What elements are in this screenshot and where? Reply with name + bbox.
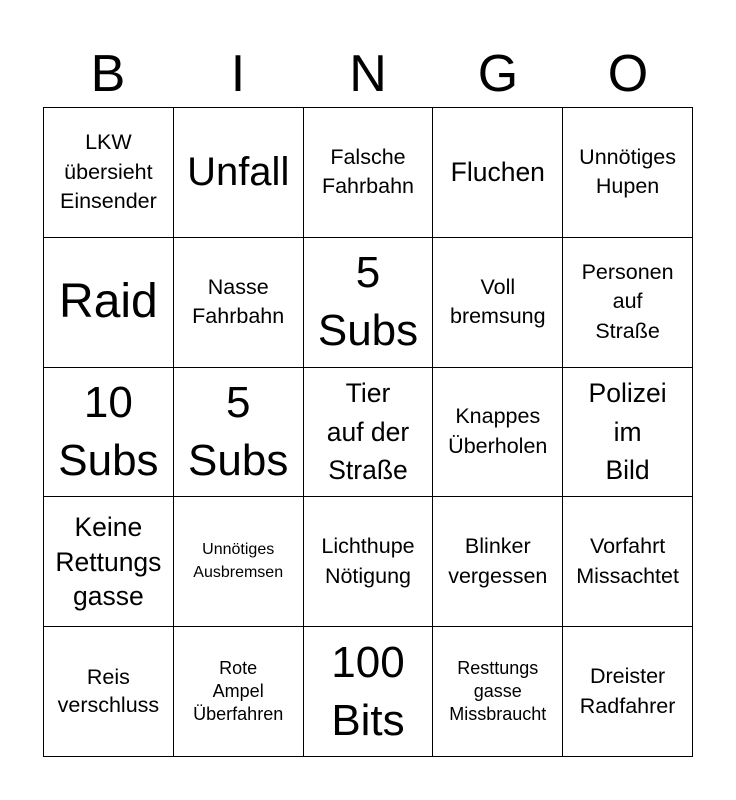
bingo-cell-r5c2[interactable]	[174, 627, 304, 757]
bingo-cell-r1c5[interactable]	[563, 108, 693, 238]
bingo-cell-r3c1[interactable]	[44, 368, 174, 498]
bingo-cell-r4c4[interactable]	[433, 497, 563, 627]
bingo-cell-label: Rote Ampel Überfahren	[193, 657, 284, 725]
bingo-cell-label: Fluchen	[450, 157, 545, 188]
bingo-cell-label: Blinker vergessen	[448, 534, 548, 588]
bingo-cell-label: Unnötiges Hupen	[579, 144, 676, 199]
bingo-cell-r2c4[interactable]	[433, 238, 563, 368]
header-letter-i: I	[230, 45, 246, 103]
bingo-board	[43, 107, 693, 757]
bingo-cell-r5c5[interactable]	[563, 627, 693, 757]
bingo-cell-r2c5[interactable]	[563, 238, 693, 368]
header-letter-o: O	[607, 45, 649, 103]
bingo-cell-label: Tier auf der Straße	[326, 378, 410, 486]
bingo-cell-label: Personen auf Straße	[581, 259, 674, 344]
bingo-cell-label: Falsche Fahrbahn	[321, 144, 415, 199]
bingo-cell-label: LKW übersieht Einsender	[59, 129, 157, 214]
bingo-cell-r3c2[interactable]	[174, 368, 304, 498]
bingo-cell-r4c3[interactable]	[304, 497, 434, 627]
header-letter-b: B	[90, 45, 126, 103]
bingo-cell-r2c3[interactable]	[304, 238, 434, 368]
bingo-cell-label: Voll bremsung	[449, 274, 546, 329]
bingo-cell-label: Resttungs gasse Missbraucht	[449, 657, 547, 725]
bingo-cell-r3c3[interactable]	[304, 368, 434, 498]
bingo-cell-r3c4[interactable]	[433, 368, 563, 498]
bingo-cell-label: 100 Bits	[331, 637, 405, 745]
bingo-cell-label: Polizei im Bild	[588, 378, 667, 486]
bingo-cell-r1c2[interactable]	[174, 108, 304, 238]
bingo-header	[43, 42, 693, 106]
bingo-cell-r5c1[interactable]	[44, 627, 174, 757]
bingo-cell-r4c5[interactable]	[563, 497, 693, 627]
bingo-cell-label: Knappes Überholen	[448, 404, 548, 458]
bingo-cell-label: Keine Rettungs gasse	[55, 512, 162, 611]
bingo-cell-label: Raid	[59, 274, 158, 328]
bingo-cell-r2c2[interactable]	[174, 238, 304, 368]
bingo-cell-r1c4[interactable]	[433, 108, 563, 238]
header-letter-n: N	[349, 45, 387, 103]
bingo-cell-r1c3[interactable]	[304, 108, 434, 238]
bingo-cell-r4c1[interactable]	[44, 497, 174, 627]
bingo-cell-label: 10 Subs	[58, 377, 159, 485]
bingo-cell-label: Nasse Fahrbahn	[192, 274, 285, 329]
bingo-cell-label: 5 Subs	[317, 248, 419, 356]
bingo-cell-label: Dreister Radfahrer	[579, 663, 676, 718]
bingo-cell-label: 5 Subs	[188, 377, 289, 485]
bingo-cell-r1c1[interactable]	[44, 108, 174, 238]
bingo-cell-label: Unnötiges Ausbremsen	[193, 541, 284, 581]
bingo-cell-r3c5[interactable]	[563, 368, 693, 498]
bingo-cell-r5c4[interactable]	[433, 627, 563, 757]
bingo-cell-label: Vorfahrt Missachtet	[576, 534, 679, 588]
bingo-cell-r5c3[interactable]	[304, 627, 434, 757]
bingo-cell-r2c1[interactable]	[44, 238, 174, 368]
bingo-cell-label: Reis verschluss	[57, 664, 160, 717]
bingo-cell-r4c2[interactable]	[174, 497, 304, 627]
bingo-cell-label: Lichthupe Nötigung	[321, 534, 415, 588]
bingo-cell-label: Unfall	[187, 150, 290, 195]
header-letter-g: G	[477, 45, 519, 103]
